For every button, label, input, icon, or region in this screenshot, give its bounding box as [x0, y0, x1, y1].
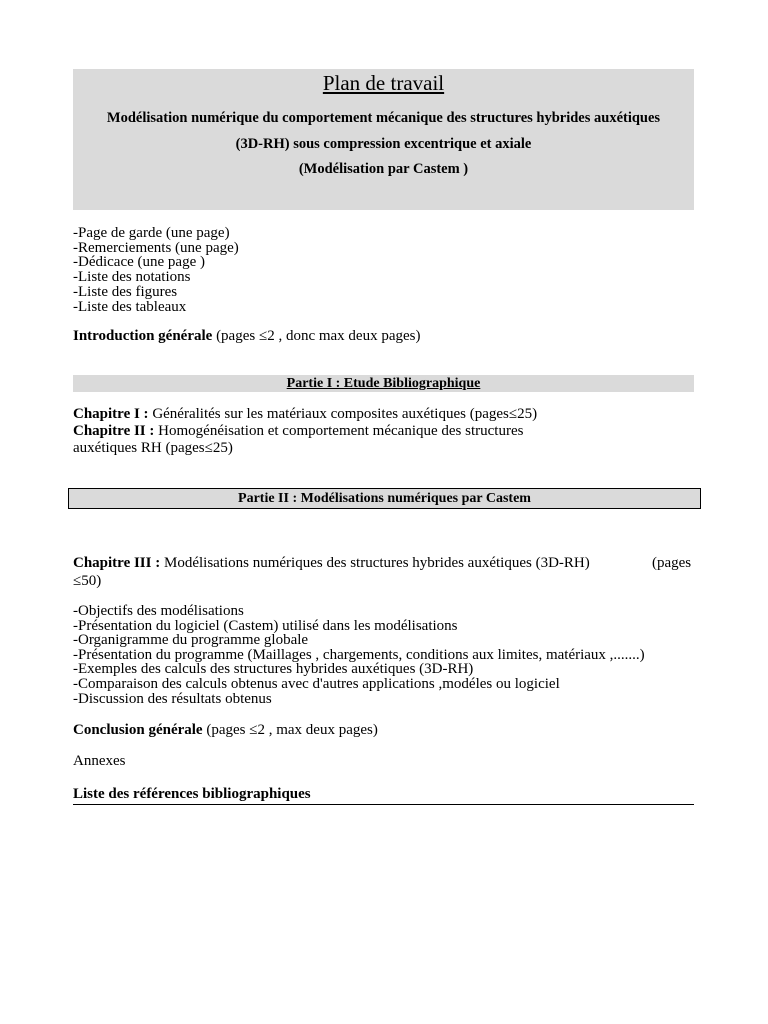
list-item: -Page de garde (une page) [73, 225, 230, 241]
chapitre-1-text: Généralités sur les matériaux composites auxétiques (pages≤25) [148, 406, 538, 422]
partie-2-label: Partie II : Modélisations numériques par Castem [238, 491, 531, 506]
header-box [73, 69, 694, 210]
partie-2-bar [68, 488, 701, 509]
chapitre-1-line [73, 407, 537, 422]
bottom-divider [73, 804, 694, 805]
list-item: -Exemples des calculs des structures hybrides auxétiques (3D-RH) [73, 661, 474, 678]
chapitre-3-pages-continuation: ≤50) [73, 573, 102, 589]
conclusion-line [73, 723, 378, 738]
list-item: -Liste des notations [73, 269, 191, 286]
list-item: -Liste des tableaux [73, 298, 187, 315]
chapitre-2-continuation: auxétiques RH (pages≤25) [73, 440, 233, 456]
introduction-text: (pages ≤2 , donc max deux pages) [212, 328, 421, 344]
chapitre-3-line [73, 556, 590, 571]
list-item: -Liste des figures [73, 283, 178, 300]
chapitre-3-pages: (pages [652, 555, 692, 571]
partie-1-bar [73, 375, 694, 392]
list-item: -Organigramme du programme globale [73, 632, 309, 649]
introduction-label: Introduction générale [73, 328, 213, 344]
subtitle-line-2: (3D-RH) sous compression excentrique et axiale [235, 136, 532, 152]
list-item: -Présentation du logiciel (Castem) utilisé dans les modélisations [73, 617, 458, 634]
subtitle-line-3: (Modélisation par Castem ) [298, 161, 469, 177]
list-item: -Remerciements (une page) [73, 239, 239, 256]
chapitre-3-label: Chapitre III : [73, 555, 161, 571]
list-item: -Comparaison des calculs obtenus avec d'autres applications ,modéles ou logiciel [73, 675, 560, 692]
chapitre-2-label: Chapitre II : [73, 423, 155, 439]
list-item: -Discussion des résultats obtenus [73, 690, 272, 707]
list-item: -Objectifs des modélisations [73, 603, 244, 619]
front-matter-list [73, 226, 239, 314]
conclusion-label: Conclusion générale [73, 722, 203, 738]
partie-1-label: Partie I : Etude Bibliographique [286, 376, 481, 391]
list-item: -Dédicace (une page ) [73, 254, 205, 271]
subtitle-line-1: Modélisation numérique du comportement mécanique des structures hybrides auxétiques [106, 110, 661, 126]
introduction-line [73, 329, 420, 344]
chapitre-3-items [73, 604, 645, 706]
chapitre-3-text: Modélisations numériques des structures hybrides auxétiques (3D-RH) [160, 555, 590, 571]
chapitre-1-label: Chapitre I : [73, 406, 149, 422]
page-title: Plan de travail [322, 71, 445, 95]
chapitre-2-text: Homogénéisation et comportement mécanique des structures [154, 423, 524, 439]
annexes-heading: Annexes [73, 753, 126, 769]
chapitre-2-line [73, 424, 523, 439]
references-heading: Liste des références bibliographiques [73, 786, 311, 802]
conclusion-text: (pages ≤2 , max deux pages) [202, 722, 378, 738]
list-item: -Présentation du programme (Maillages , chargements, conditions aux limites, matériaux ,.......) [73, 646, 645, 663]
